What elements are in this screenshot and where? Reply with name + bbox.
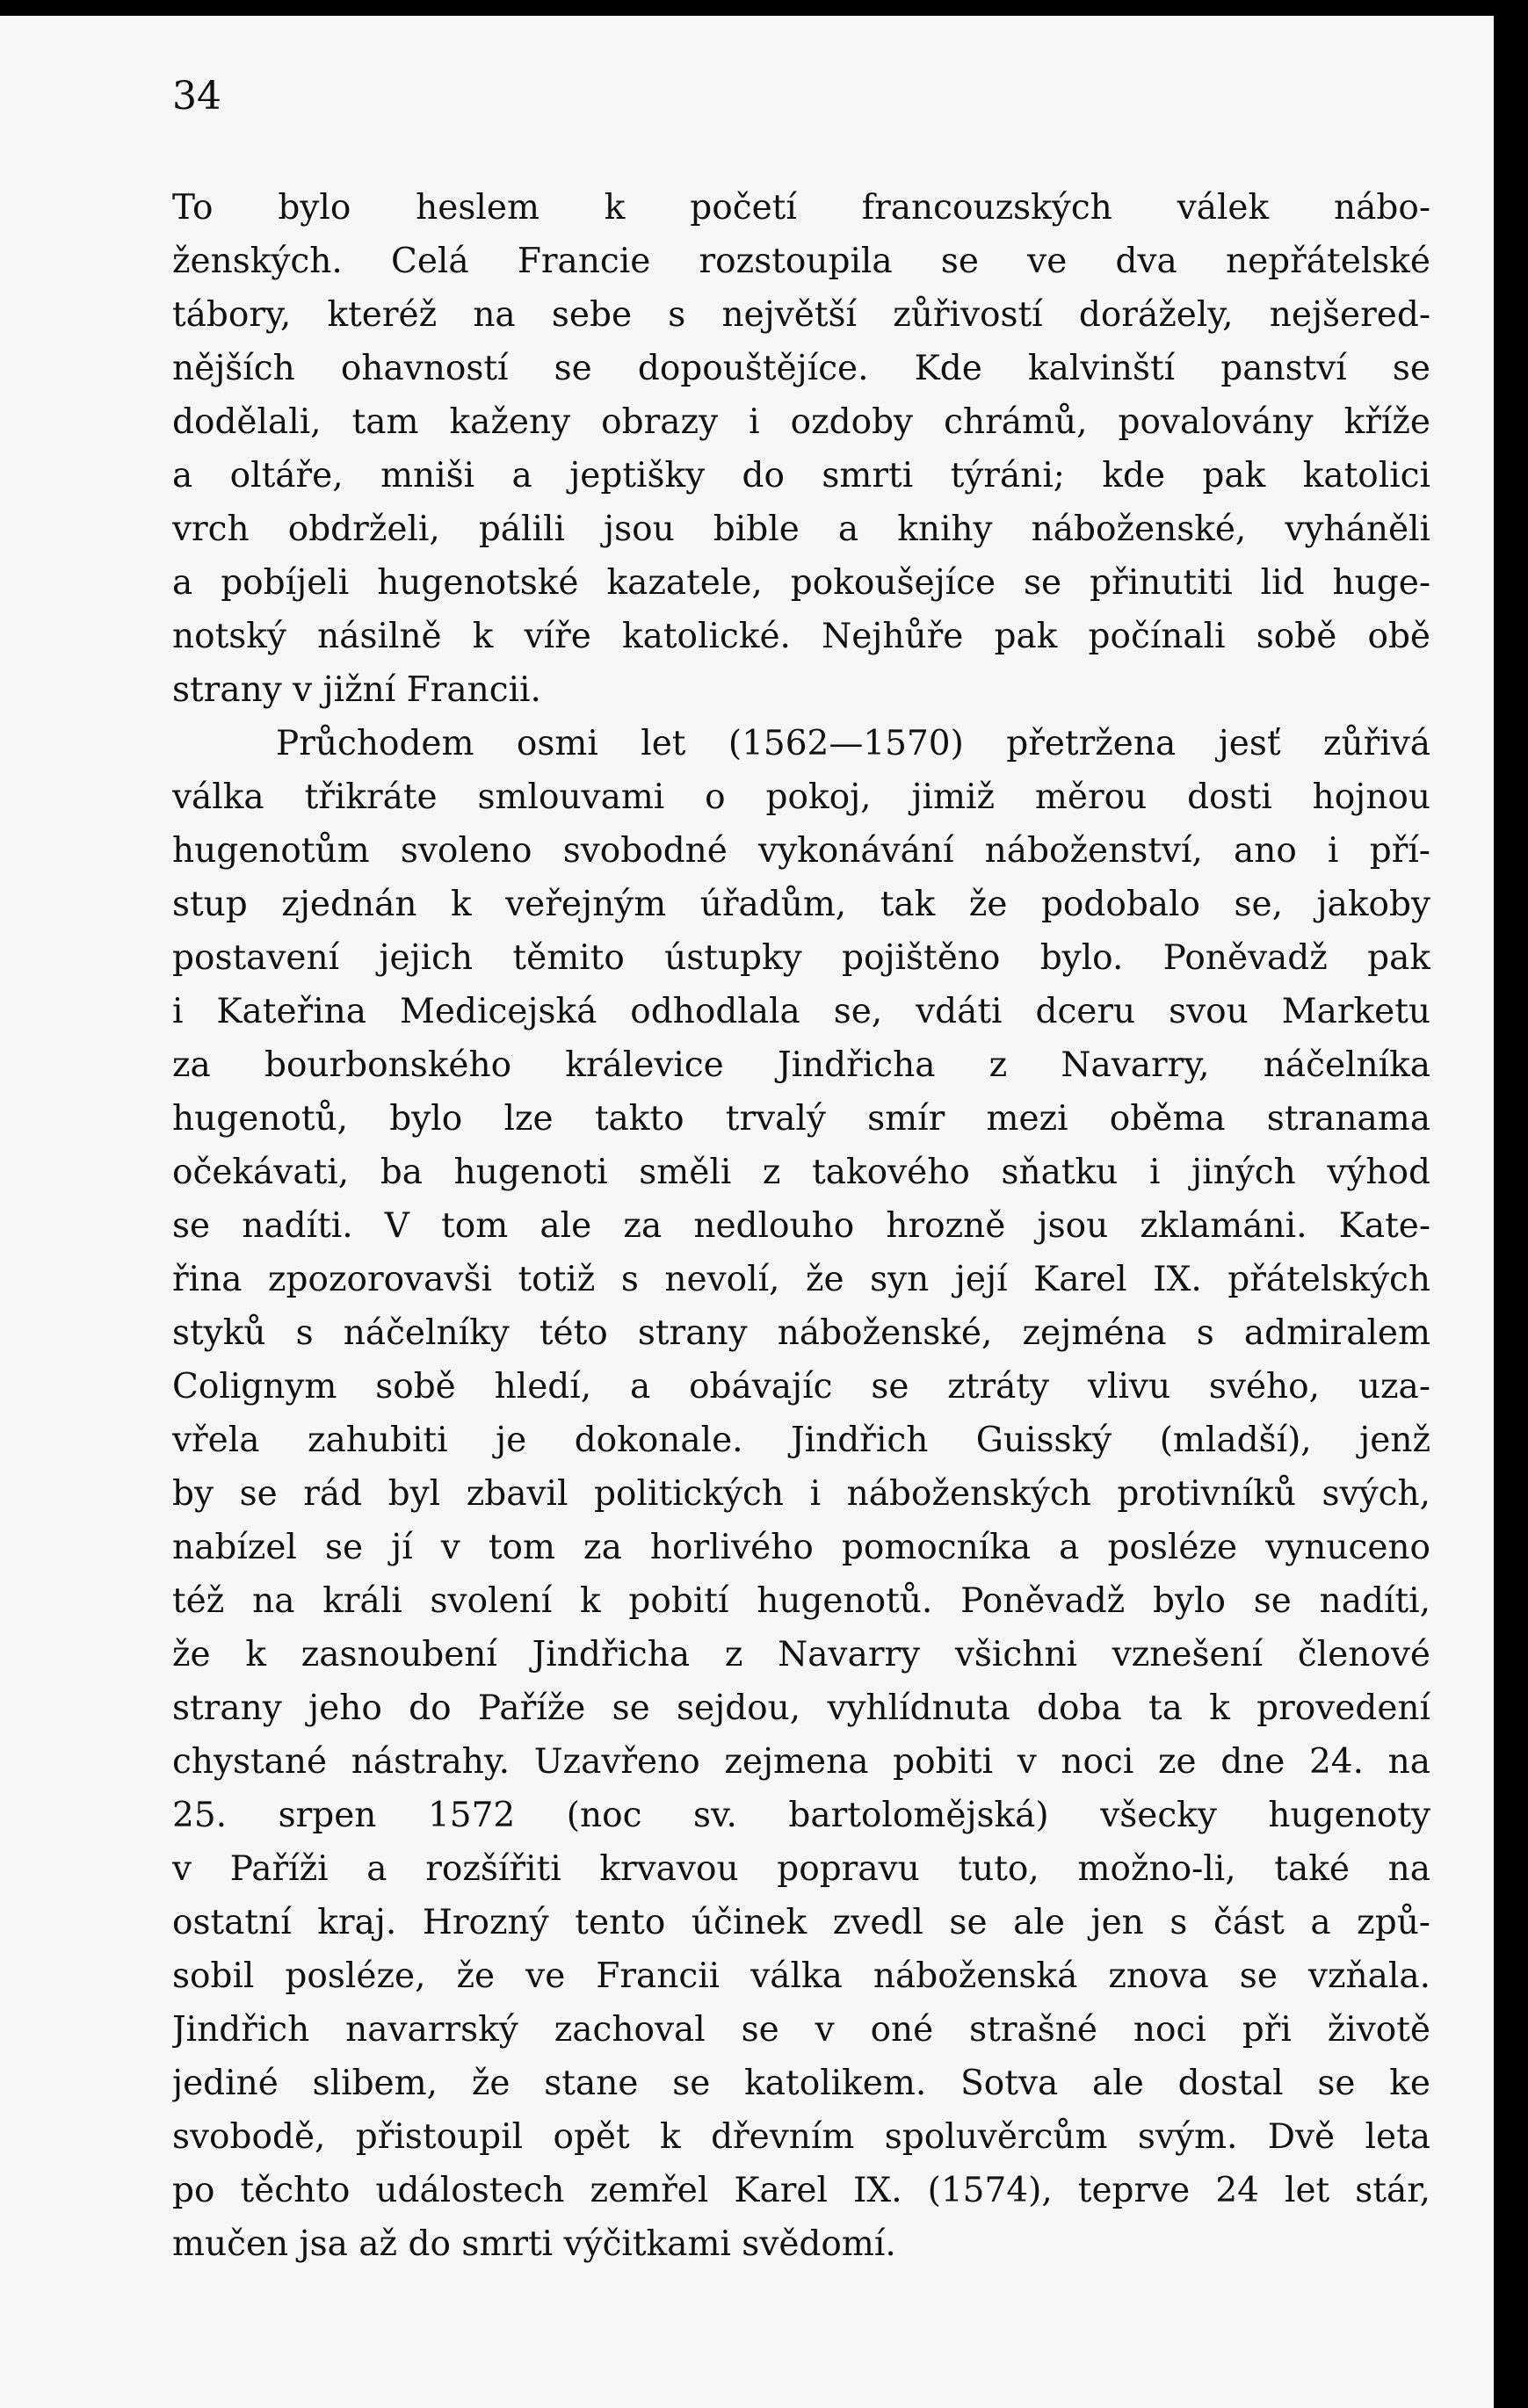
text-line: se nadíti. V tom ale za nedlouho hrozně jsou zklamáni. Kate- (172, 1206, 1430, 1246)
text-line: jediné slibem, že stane se katolikem. Sotva ale dostal se ke (172, 2064, 1430, 2103)
text-line: ženských. Celá Francie rozstoupila se ve dva nepřátelské (172, 242, 1430, 281)
text-line: hugenotů, bylo lze takto trvalý smír mezi oběma stranama (172, 1099, 1430, 1139)
text-line: To bylo heslem k početí francouzských válek nábo- (172, 188, 1430, 228)
text-line: notský násilně k víře katolické. Nejhůře pak počínali sobě obě (172, 617, 1430, 656)
body-text (172, 181, 1430, 2271)
text-line: by se rád byl zbavil politických i náboženských protivníků svých, (172, 1474, 1430, 1514)
scan-border (1494, 0, 1528, 2408)
text-line: 25. srpen 1572 (noc sv. bartolomějská) všecky hugenoty (172, 1796, 1430, 1835)
text-line: styků s náčelníky této strany náboženské, zejména s admiralem (172, 1313, 1430, 1353)
text-line: nabízel se jí v tom za horlivého pomocníka a posléze vynuceno (172, 1528, 1430, 1567)
text-line: postavení jejich těmito ústupky pojištěno bylo. Poněvadž pak (172, 938, 1430, 978)
text-line: po těchto událostech zemřel Karel IX. (1574), teprve 24 let stár, (172, 2171, 1430, 2210)
text-line: i Kateřina Medicejská odhodlala se, vdáti dceru svou Marketu (172, 992, 1430, 1031)
text-line: vřela zahubiti je dokonale. Jindřich Guisský (mladší), jenž (172, 1421, 1430, 1460)
text-line: strany jeho do Paříže se sejdou, vyhlídnuta doba ta k provedení (172, 1688, 1430, 1728)
text-line: nějších ohavností se dopouštějíce. Kde kalvinští panství se (172, 349, 1430, 388)
text-line: vrch obdrželi, pálili jsou bible a knihy náboženské, vyháněli (172, 510, 1430, 549)
text-line: svobodě, přistoupil opět k dřevním spoluvěrcům svým. Dvě leta (172, 2117, 1430, 2157)
text-line: že k zasnoubení Jindřicha z Navarry všichni vznešení členové (172, 1635, 1430, 1674)
text-line: válka třikráte smlouvami o pokoj, jimiž měrou dosti hojnou (172, 777, 1430, 817)
text-line: v Paříži a rozšířiti krvavou popravu tuto, možno-li, také na (172, 1849, 1430, 1889)
text-line: mučen jsa až do smrti výčitkami svědomí. (172, 2224, 896, 2264)
text-line: tábory, kteréž na sebe s největší zůřivostí dorážely, nejšered- (172, 295, 1430, 335)
text-line: strany v jižní Francii. (172, 670, 541, 710)
text-line: za bourbonského králevice Jindřicha z Navarry, náčelníka (172, 1045, 1430, 1085)
book-page (0, 16, 1494, 2408)
text-line: chystané nástrahy. Uzavřeno zejmena pobiti v noci ze dne 24. na (172, 1742, 1430, 1782)
text-line: a oltáře, mniši a jeptišky do smrti týráni; kde pak katolici (172, 456, 1430, 495)
text-line: též na králi svolení k pobití hugenotů. Poněvadž bylo se nadíti, (172, 1581, 1430, 1621)
text-line: a pobíjeli hugenotské kazatele, pokoušejíce se přinutiti lid huge- (172, 563, 1430, 603)
text-line: Colignym sobě hledí, a obávajíc se ztráty vlivu svého, uza- (172, 1367, 1430, 1406)
text-line: dodělali, tam kaženy obrazy i ozdoby chrámů, povalovány kříže (172, 402, 1430, 442)
text-line: řina zpozorovavši totiž s nevolí, že syn její Karel IX. přátelských (172, 1260, 1430, 1299)
text-line: Průchodem osmi let (1562—1570) přetržena jesť zůřivá (276, 724, 1430, 763)
text-line: ostatní kraj. Hrozný tento účinek zvedl se ale jen s část a způ- (172, 1903, 1430, 1942)
text-line: očekávati, ba hugenoti směli z takového sňatku i jiných výhod (172, 1153, 1430, 1192)
page-number: 34 (172, 74, 221, 119)
text-line: Jindřich navarrský zachoval se v oné strašné noci při životě (172, 2010, 1430, 2050)
text-line: hugenotům svoleno svobodné vykonávání náboženství, ano i pří- (172, 831, 1430, 871)
text-line: stup zjednán k veřejným úřadům, tak že podobalo se, jakoby (172, 885, 1430, 924)
text-line: sobil posléze, že ve Francii válka náboženská znova se vzňala. (172, 1956, 1430, 1996)
